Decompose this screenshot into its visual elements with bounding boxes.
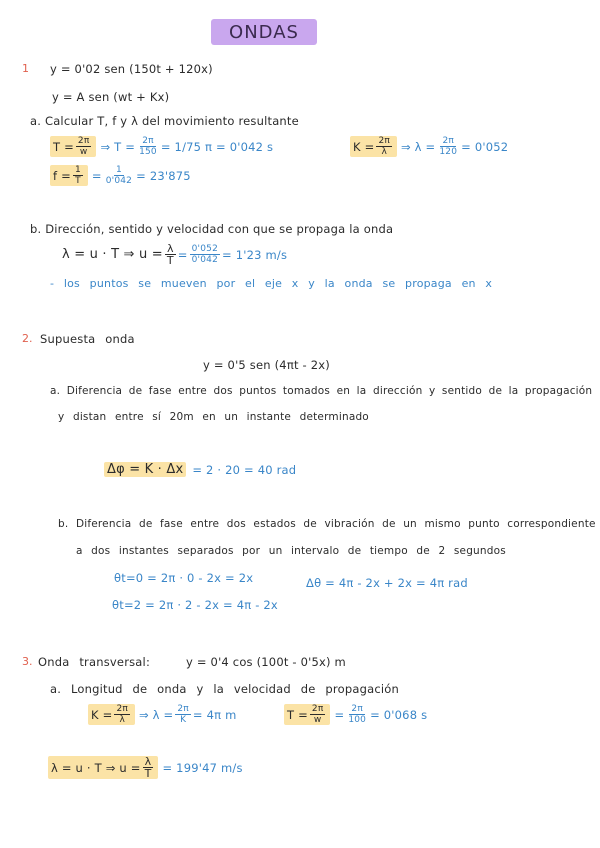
velocity-result: = 199'47 m/s: [162, 760, 243, 775]
wavenumber-result: = 0'052: [461, 139, 509, 154]
frac-num: 2π: [378, 136, 390, 146]
frac-den: 0'042: [105, 176, 133, 186]
problem-1-number: 1: [22, 62, 29, 75]
phase-at-t2: θt=2 = 2π · 2 - 2x = 4π - 2x: [112, 598, 278, 612]
problem-2b-line1: b. Diferencia de fase entre dos estados de vibración de un mismo punto correspondiente: [58, 518, 596, 530]
frac-den: T: [166, 254, 174, 267]
frac-den: w: [79, 147, 88, 157]
phase-delta: Δθ = 4π - 2x + 2x = 4π rad: [306, 576, 468, 590]
period-formula-3: [284, 704, 427, 725]
frac-den: K: [180, 715, 187, 725]
problem-2a-line2: y distan entre sí 20m en un instante determinado: [58, 411, 369, 423]
problem-2b-line2: a dos instantes separados por un intervalo de tiempo de 2 segundos: [76, 545, 506, 557]
problem-2a-line1: a. Diferencia de fase entre dos puntos tomados en la dirección y sentido de la propagación: [50, 385, 593, 397]
frac-num: 1: [74, 165, 81, 175]
frac-den: w: [313, 715, 322, 725]
wavenumber-formula-3: [88, 704, 237, 725]
problem-2-equation: y = 0'5 sen (4πt - 2x): [203, 358, 330, 372]
problem-1-equation: y = 0'02 sen (150t + 120x): [50, 62, 213, 76]
frac-num: 2π: [77, 136, 90, 146]
velocity-formula: [62, 243, 287, 266]
problem-2-label: Supuesta onda: [40, 332, 135, 346]
frequency-lhs: f =: [53, 168, 71, 183]
propagation-note: - los puntos se mueven por el eje x y la onda se propaga en x: [50, 277, 493, 290]
problem-3-label: Onda transversal:: [38, 655, 151, 669]
frac-num: 2π: [351, 704, 363, 714]
frac-num: 2π: [311, 704, 324, 714]
wavenumber-arrow: ⇒ λ =: [138, 707, 174, 722]
period-lhs: T =: [287, 707, 308, 722]
page-title: ONDAS: [211, 19, 317, 45]
general-wave-equation: y = A sen (wt + Kx): [52, 90, 170, 104]
problem-2-number: 2.: [22, 332, 33, 345]
phase-at-t0: θt=0 = 2π · 0 - 2x = 2x: [114, 571, 254, 585]
frequency-result: = 23'875: [136, 168, 191, 183]
frac-den: 100: [348, 715, 367, 725]
frac-num: 0'052: [191, 244, 219, 254]
frac-num: λ: [166, 242, 174, 255]
frac-den: 120: [439, 147, 458, 157]
period-result: = 0'068 s: [370, 707, 428, 722]
frac-num: 2π: [442, 136, 455, 146]
velocity-formula-3: [48, 756, 243, 779]
phase-difference-result: = 2 · 20 = 40 rad: [192, 462, 297, 477]
frac-den: 0'042: [191, 255, 219, 265]
frac-num: 1: [115, 165, 122, 175]
frac-num: 2π: [177, 704, 189, 714]
wavelength-result: = 4π m: [192, 707, 237, 722]
velocity-lhs: λ = u · T ⇒ u =: [62, 247, 163, 262]
frac-den: λ: [381, 147, 387, 157]
frac-den: T: [144, 767, 152, 780]
velocity-result: = 1'23 m/s: [222, 247, 288, 262]
equals-sign: =: [334, 707, 345, 722]
period-formula: [50, 136, 273, 157]
wavenumber-lhs: K =: [353, 139, 375, 154]
phase-difference-formula: [104, 462, 296, 477]
wavenumber-arrow: ⇒ λ =: [400, 139, 436, 154]
problem-3-equation: y = 0'4 cos (100t - 0'5x) m: [186, 655, 346, 669]
frac-den: T: [75, 176, 81, 186]
period-result: = 1/75 π = 0'042 s: [160, 139, 274, 154]
problem-1a-label: a. Calcular T, f y λ del movimiento resultante: [30, 114, 299, 128]
velocity-lhs: λ = u · T ⇒ u =: [51, 760, 141, 775]
frac-num: 2π: [116, 704, 128, 714]
frac-den: 150: [139, 147, 157, 157]
problem-1b-label: b. Dirección, sentido y velocidad con que se propaga la onda: [30, 222, 394, 236]
period-arrow: ⇒ T =: [100, 139, 136, 154]
frequency-formula: [50, 165, 191, 186]
frac-num: 2π: [142, 136, 154, 146]
frac-num: λ: [144, 755, 152, 768]
problem-3a-label: a. Longitud de onda y la velocidad de propagación: [50, 682, 399, 696]
equals-sign: =: [91, 168, 102, 183]
phase-difference-lhs: Δφ = K · Δx: [104, 462, 186, 477]
wavenumber-formula: [350, 136, 508, 157]
wavenumber-lhs: K =: [91, 707, 113, 722]
equals-sign: =: [177, 247, 188, 262]
frac-den: λ: [119, 715, 125, 725]
period-lhs: T =: [53, 139, 74, 154]
problem-3-number: 3.: [22, 655, 33, 668]
